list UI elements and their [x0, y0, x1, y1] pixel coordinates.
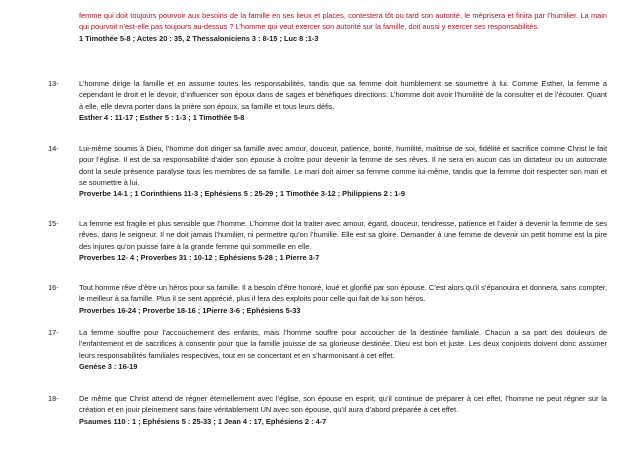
bible-reference: Proverbes 12- 4 ; Proverbes 31 : 10-12 ; Ephésiens 5-28 ; 1 Pierre 3-7	[79, 252, 320, 262]
paragraph-text: Lui-même soumis à Dieu, l’homme doit diriger sa famille avec amour, douceur, patience, bonté, humilité, maîtrise de soi, fidélité et sacrifice comme Christ le fait pour l’église. Il est de sa responsabilité d’aider son épouse à croître pour devenir la femme de ses rêves. Il ne sera en aucun cas un dictateur ou un autocrate dont la seule présence paralyse tous les membres de sa famille. Le mari doit aimer sa femme comme lui-même, tandis que la femme doit respecter son mari et se soumettre à lui.	[79, 144, 607, 187]
paragraph-text: La femme est fragile et plus sensible que l’homme. L’homme doit la traiter avec amour, égard, douceur, tendresse, patience et l’aider à devenir la femme de ses rêves, dans le seigneur. Il ne doit jamais l’humilier, ni permettre qu’on l’humilie. Elle est sa gloire. Demander à une femme de devenir un petit homme est la pire des injures qu’on puisse faire à la grande femme qui sommeille en elle.	[79, 219, 607, 251]
bible-reference: Psaumes 110 : 1 ; Ephésiens 5 : 25-33 ; 1 Jean 4 : 17, Ephésiens 2 : 4-7	[79, 416, 327, 426]
item-number: 16-	[48, 283, 59, 292]
intro-reference: 1 Timothée 5-8 ; Actes 20 : 35, 2 Thessaloniciens 3 : 8-15 ; Luc 8 :1-3	[79, 33, 319, 43]
item-number: 18-	[48, 394, 59, 403]
intro-paragraph	[79, 10, 607, 44]
paragraph-text: Tout homme rêve d’être un héros pour sa famille. Il a besoin d’être honoré, loué et glorifié par son épouse. C’est alors qu’il s’épanouira et donnera, sans compter, le meilleur à sa famille. Plus il se sent apprécié, plus il fera des exploits pour celle qui fait de lui son héros.	[79, 283, 607, 304]
bible-reference: Esther 4 : 11-17 ; Esther 5 : 1-3 ; 1 Timothée 5-8	[79, 112, 245, 122]
item-number: 13-	[48, 79, 59, 88]
bible-reference: Proverbes 16-24 ; Proverbe 18-16 ; 1Pierre 3-6 ; Ephésiens 5-33	[79, 305, 301, 315]
item-number: 15-	[48, 219, 59, 228]
bible-reference: Genèse 3 : 16-19	[79, 361, 138, 371]
paragraph-14	[79, 143, 607, 199]
paragraph-17	[79, 327, 607, 372]
item-number: 17-	[48, 328, 59, 337]
paragraph-16	[79, 282, 607, 316]
paragraph-text: La femme souffre pour l’accouchement des enfants, mais l’homme souffre pour accoucher de la destinée familiale. Chacun a sa part des douleurs de l’enfantement et de sacrifices à consentir pour que la famille jouisse de sa glorieuse destinée. Dieu est bon et juste. Les deux conjoints doivent donc assumer leurs responsabilités familiales respectives, tout en se concertant et en s’harmonisant à cet effet.	[79, 328, 607, 360]
paragraph-13	[79, 78, 607, 123]
paragraph-text: L’homme dirige la famille et en assume toutes les responsabilités, tandis que sa femme doit humblement se soumettre à lui. Comme Esther, la femme a cependant le droit et le devoir, d’influencer son époux dans de sages et bénéfiques directions. L’homme doit avoir l’humilité de la consulter et de l’écouter. Quant à elle, elle devra porter dans la prière son époux, sa famille et tous leurs défis.	[79, 79, 607, 111]
paragraph-18	[79, 393, 607, 427]
bible-reference: Proverbe 14-1 ; 1 Corinthiens 11-3 ; Ephésiens 5 : 25-29 ; 1 Timothée 3-12 ; Philippiens 2 : 1-9	[79, 189, 405, 199]
paragraph-15	[79, 218, 607, 263]
item-number: 14-	[48, 144, 59, 153]
intro-text: femme qui doit toujours pourvoir aux besoins de la famille en ses lieux et places, contestera tôt ou tard son autorité, le méprisera et finira par l’humilier. La main qui pourvoit n’est-elle pas toujours au-dessus ? L’homme qui veut exercer son autorité sur la famille, doit aussi y exercer ses responsabilités.	[79, 11, 607, 32]
paragraph-text: De même que Christ attend de régner éternellement avec l’église, son épouse en esprit, qu’il continue de préparer à cet effet, l’homme ne peut régner sur la création et en jouir pleinement sans faire véritablement UN avec son épouse, qu’il aura d’abord préparée à cet effet.	[79, 394, 607, 415]
